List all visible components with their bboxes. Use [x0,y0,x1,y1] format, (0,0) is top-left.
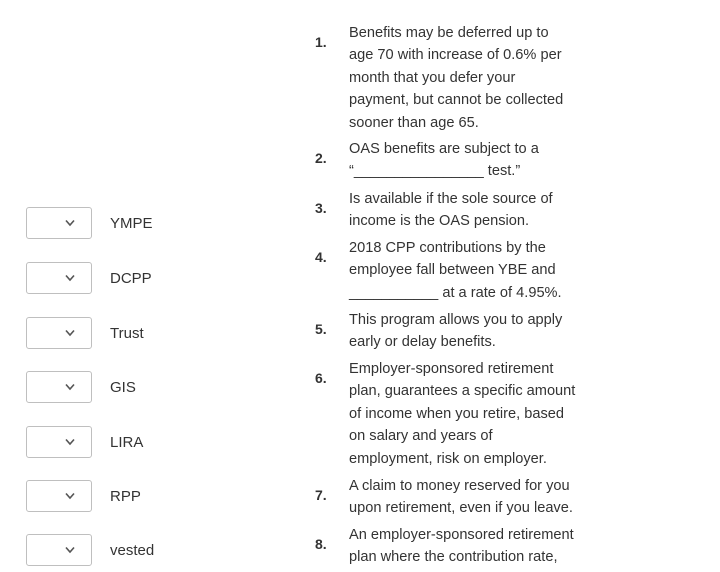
answer-dropdown[interactable] [26,371,92,403]
chevron-down-icon [65,546,75,554]
definition-text: Benefits may be deferred up to age 70 with increase of 0.6% per month that you defer your payment, but cannot be collected sooner than age 65. [349,25,564,131]
chevron-down-icon [65,219,75,227]
term-label: LIRA [110,433,144,451]
definition-number: 6. [315,370,327,386]
chevron-down-icon [65,492,75,500]
term-label: GIS [110,378,136,396]
answer-dropdown[interactable] [26,480,92,512]
definition-number: 4. [315,249,327,265]
definition-number: 3. [315,200,327,216]
definition-text: A claim to money reserved for you upon retirement, even if you leave. [349,478,573,517]
term-label: vested [110,541,155,559]
answer-dropdown[interactable] [26,317,92,349]
term-row [26,206,153,240]
answer-dropdown[interactable] [26,262,92,294]
term-row [26,261,152,295]
definition-number: 1. [315,34,327,50]
term-row [26,425,143,459]
definition-number: 5. [315,321,327,337]
term-label: Trust [110,324,144,342]
definition-number: 8. [315,536,327,552]
answer-dropdown[interactable] [26,207,92,239]
term-label: RPP [110,487,141,505]
definition-number: 7. [315,487,327,503]
definition-text: This program allows you to apply early or delay benefits. [349,312,563,351]
definition-text: Employer-sponsored retirement plan, guarantees a specific amount of income when you retire, based on salary and years of employment, risk on employer. [349,361,576,467]
chevron-down-icon [65,274,75,282]
term-label: YMPE [110,214,153,232]
definitions-column [300,0,720,572]
chevron-down-icon [65,329,75,337]
term-label: DCPP [110,269,152,287]
term-row [26,316,144,350]
definition-text: 2018 CPP contributions by the employee fall between YBE and ___________ at a rate of 4.95%. [349,240,562,301]
definition-text: Is available if the sole source of income is the OAS pension. [349,191,553,230]
answer-dropdown[interactable] [26,534,92,566]
answer-dropdown[interactable] [26,426,92,458]
definition-number: 2. [315,150,327,166]
chevron-down-icon [65,383,75,391]
term-row [26,370,136,404]
definition-text: OAS benefits are subject to a “________________ test.” [349,141,539,180]
terms-column [0,0,300,572]
chevron-down-icon [65,438,75,446]
term-row [26,479,141,513]
term-row [26,533,154,567]
definition-text: An employer-sponsored retirement plan where the contribution rate, [349,527,574,566]
